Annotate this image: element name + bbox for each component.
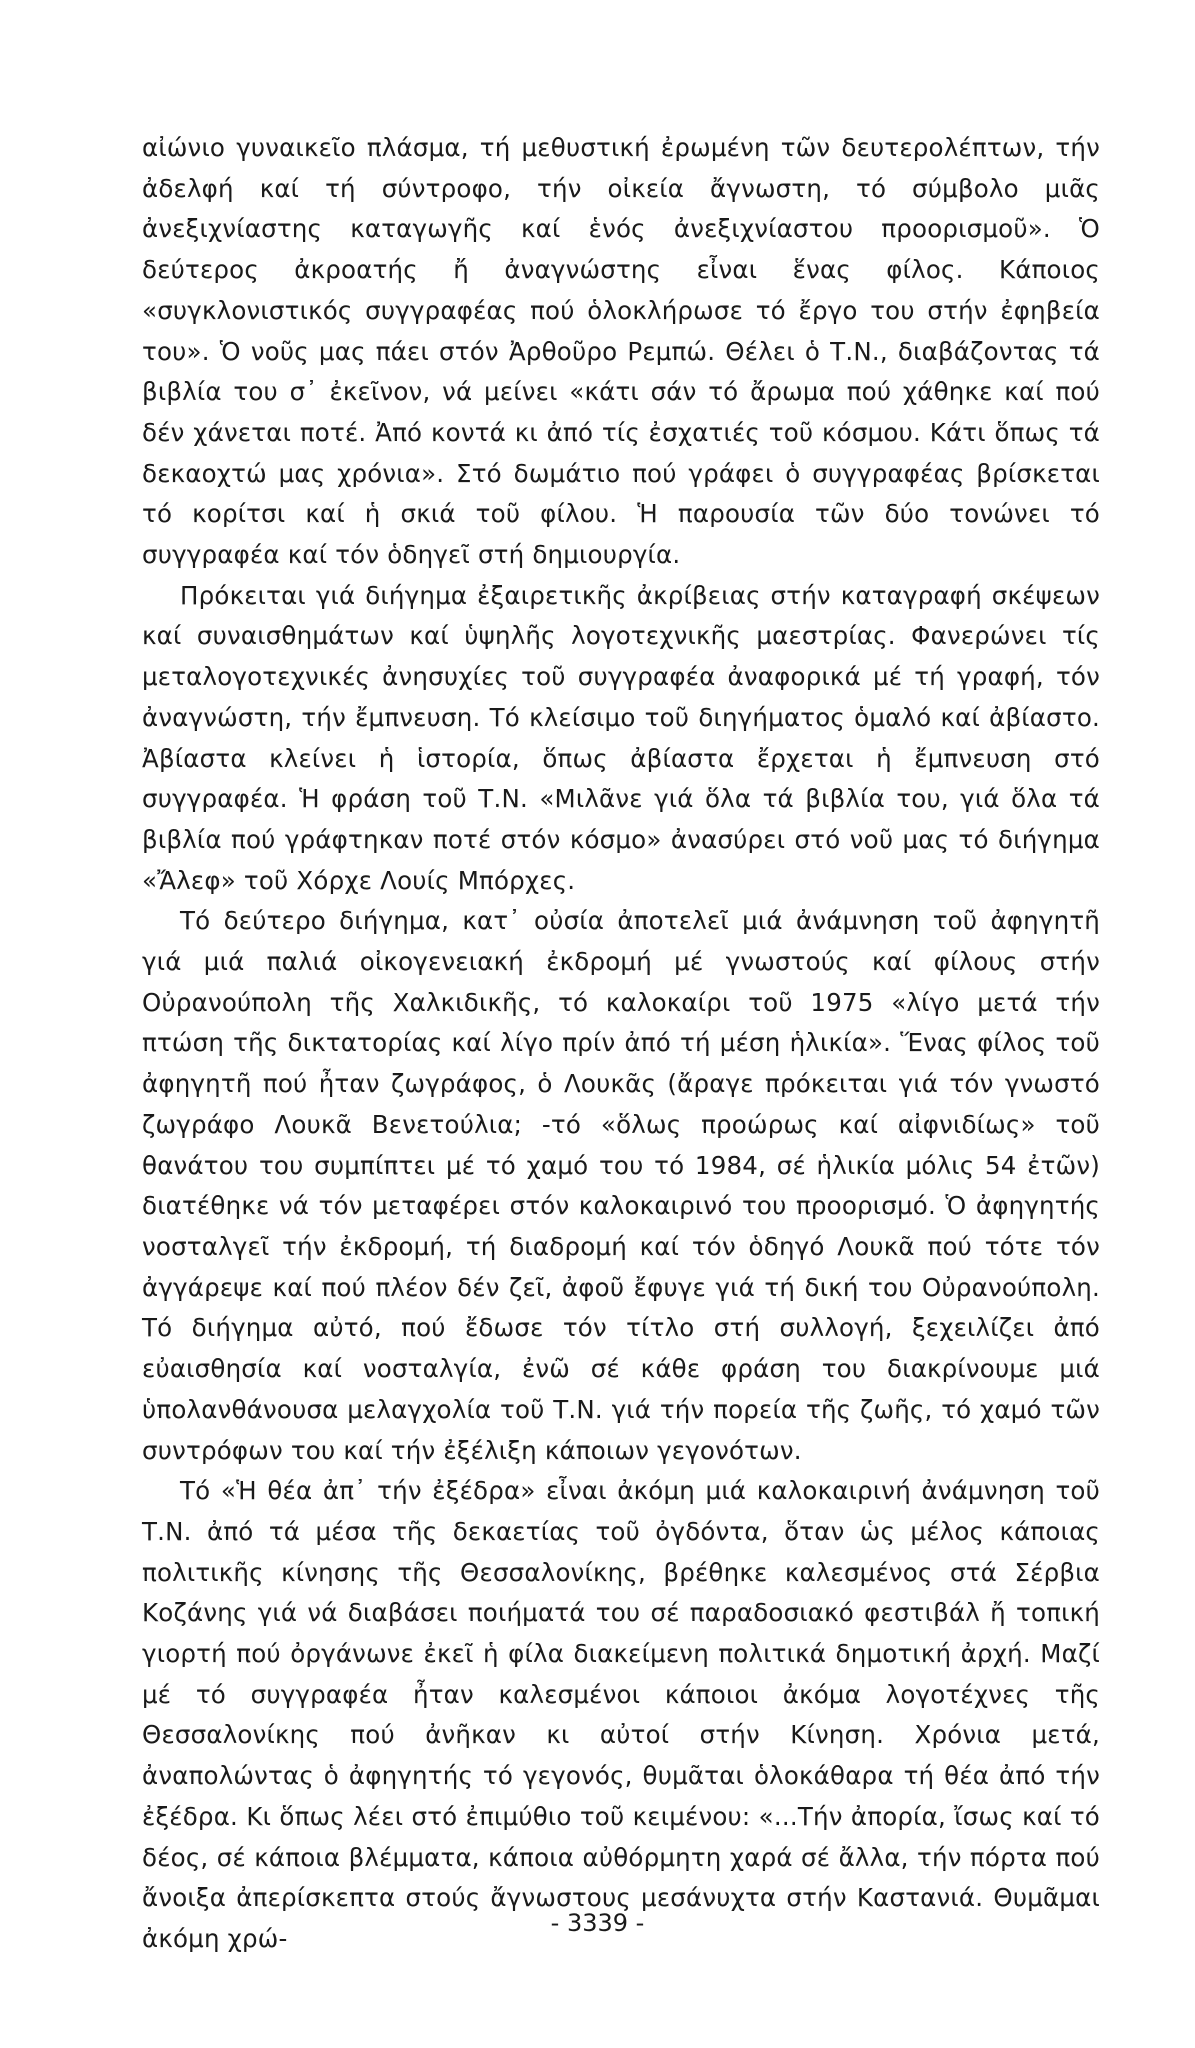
paragraph-4: Τό «Ἡ θέα ἀπ᾽ τήν ἐξέδρα» εἶναι ἀκόμη μιά καλοκαιρινή ἀνάμνηση τοῦ Τ.Ν. ἀπό τά μέσα τῆς δεκαετίας τοῦ ὀγδόντα, ὅταν ὡς μέλος κάποιας πολιτικῆς κίνησης τῆς Θεσσαλονίκης, βρέθηκε καλεσμένος στά Σέρβια Κοζάνης γιά νά διαβάσει ποιήματά του σέ παραδοσιακό φεστιβάλ ἤ τοπική γιορτή πού ὀργάνωνε ἐκεῖ ἡ φίλα διακείμενη πολιτικά δημοτική ἀρχή. Μαζί μέ τό συγγραφέα ἦταν καλεσμένοι κάποιοι ἀκόμα λογοτέχνες τῆς Θεσσαλονίκης πού ἀνῆκαν κι αὐτοί στήν Κίνηση. Χρόνια μετά, ἀναπολώντας ὁ ἀφηγητής τό γεγονός, θυμᾶται ὁλοκάθαρα τή θέα ἀπό τήν ἐξέδρα. Κι ὅπως λέει στό ἐπιμύθιο τοῦ κειμένου: «...Τήν ἀπορία, ἴσως καί τό δέος, σέ κάποια βλέμματα, κάποια αὐθόρμητη χαρά σέ ἄλλα, τήν πόρτα πού ἄνοιξα ἀπερίσκεπτα στούς ἄγνωστους μεσάνυχτα στήν Καστανιά. Θυμᾶμαι ἀκόμη χρώ- bbox=[142, 1476, 1100, 1953]
body-text bbox=[142, 128, 1100, 1960]
paragraph-3: Τό δεύτερο διήγημα, κατ᾽ οὐσία ἀποτελεῖ μιά ἀνάμνηση τοῦ ἀφηγητῆ γιά μιά παλιά οἰκογενειακή ἐκδρομή μέ γνωστούς καί φίλους στήν Οὐρανούπολη τῆς Χαλκιδικῆς, τό καλοκαίρι τοῦ 1975 «λίγο μετά τήν πτώση τῆς δικτατορίας καί λίγο πρίν ἀπό τή μέση ἡλικία». Ἕνας φίλος τοῦ ἀφηγητῆ πού ἦταν ζωγράφος, ὁ Λουκᾶς (ἄραγε πρόκειται γιά τόν γνωστό ζωγράφο Λουκᾶ Βενετούλια; -τό «ὅλως προώρως καί αἰφνιδίως» τοῦ θανάτου του συμπίπτει μέ τό χαμό του τό 1984, σέ ἡλικία μόλις 54 ἐτῶν) διατέθηκε νά τόν μεταφέρει στόν καλοκαιρινό του προορισμό. Ὁ ἀφηγητής νοσταλγεῖ τήν ἐκδρομή, τή διαδρομή καί τόν ὁδηγό Λουκᾶ πού τότε τόν ἀγγάρεψε καί πού πλέον δέν ζεῖ, ἀφοῦ ἔφυγε γιά τή δική του Οὐρανούπολη. Τό διήγημα αὐτό, πού ἔδωσε τόν τίτλο στή συλλογή, ξεχειλίζει ἀπό εὐαισθησία καί νοσταλγία, ἐνῶ σέ κάθε φράση του διακρίνουμε μιά ὑπολανθάνουσα μελαγχολία τοῦ Τ.Ν. γιά τήν πορεία τῆς ζωῆς, τό χαμό τῶν συντρόφων του καί τήν ἐξέλιξη κάποιων γεγονότων. bbox=[142, 906, 1100, 1465]
paragraph-2: Πρόκειται γιά διήγημα ἐξαιρετικῆς ἀκρίβειας στήν καταγραφή σκέψεων καί συναισθημάτων καί ὑψηλῆς λογοτεχνικῆς μαεστρίας. Φανερώνει τίς μεταλογοτεχνικές ἀνησυχίες τοῦ συγγραφέα ἀναφορικά μέ τή γραφή, τόν ἀναγνώστη, τήν ἔμπνευση. Τό κλείσιμο τοῦ διηγήματος ὁμαλό καί ἀβίαστο. Ἀβίαστα κλείνει ἡ ἱστορία, ὅπως ἀβίαστα ἔρχεται ἡ ἔμπνευση στό συγγραφέα. Ἡ φράση τοῦ Τ.Ν. «Μιλᾶνε γιά ὅλα τά βιβλία του, γιά ὅλα τά βιβλία πού γράφτηκαν ποτέ στόν κόσμο» ἀνασύρει στό νοῦ μας τό διήγημα «Ἄλεφ» τοῦ Χόρχε Λουίς Μπόρχες. bbox=[142, 580, 1100, 895]
paragraph-1: αἰώνιο γυναικεῖο πλάσμα, τή μεθυστική ἐρωμένη τῶν δευτερολέπτων, τήν ἀδελφή καί τή σύντροφο, τήν οἰκεία ἄγνωστη, τό σύμβολο μιᾶς ἀνεξιχνίαστης καταγωγῆς καί ἑνός ἀνεξιχνίαστου προορισμοῦ». Ὁ δεύτερος ἀκροατής ἤ ἀναγνώστης εἶναι ἕνας φίλος. Κάποιος «συγκλονιστικός συγγραφέας πού ὁλοκλήρωσε τό ἔργο του στήν ἐφηβεία του». Ὁ νοῦς μας πάει στόν Ἀρθοῦρο Ρεμπώ. Θέλει ὁ Τ.Ν., διαβάζοντας τά βιβλία του σ᾽ ἐκεῖνον, νά μείνει «κάτι σάν τό ἄρωμα πού χάθηκε καί πού δέν χάνεται ποτέ. Ἀπό κοντά κι ἀπό τίς ἐσχατιές τοῦ κόσμου. Κάτι ὅπως τά δεκαοχτώ μας χρόνια». Στό δωμάτιο πού γράφει ὁ συγγραφέας βρίσκεται τό κορίτσι καί ἡ σκιά τοῦ φίλου. Ἡ παρουσία τῶν δύο τονώνει τό συγγραφέα καί τόν ὁδηγεῖ στή δημιουργία. bbox=[142, 133, 1100, 570]
page-number: - 3339 - bbox=[550, 1909, 645, 1937]
